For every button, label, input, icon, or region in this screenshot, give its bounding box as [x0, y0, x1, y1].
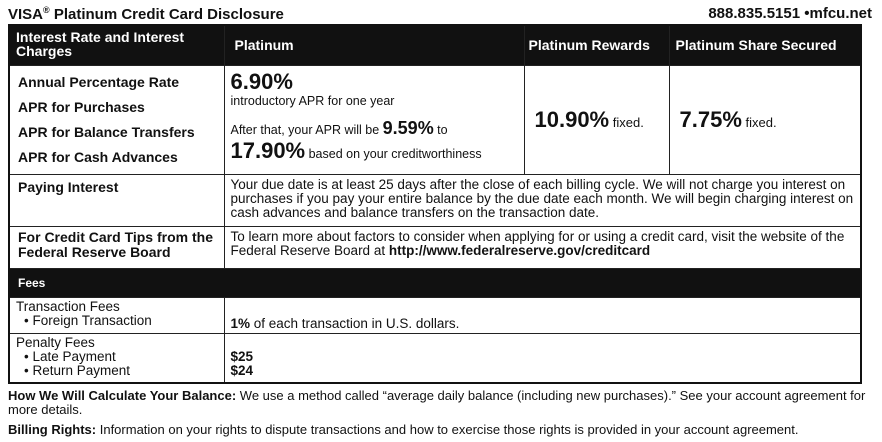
tips-row — [9, 226, 861, 268]
return-payment-value: $24 — [230, 362, 254, 378]
rewards-apr-cell: 10.90% fixed. — [524, 65, 669, 174]
transaction-fees-label: Transaction Fees • Foreign Transaction — [9, 297, 224, 333]
apr-label-annual: Annual Percentage Rate — [18, 73, 180, 90]
secured-rate: 7.75% — [679, 106, 742, 132]
secured-apr-cell: 7.75% fixed. — [669, 65, 861, 174]
header-platinum: Platinum — [224, 25, 524, 65]
header-platinum-share-secured: Platinum Share Secured — [669, 25, 861, 65]
high-line: 17.90% based on your creditworthiness — [230, 137, 482, 163]
low-rate: 9.59% — [382, 117, 434, 138]
header-platinum-rewards: Platinum Rewards — [524, 25, 669, 65]
intro-text: introductory APR for one year — [230, 93, 395, 108]
high-rate: 17.90% — [230, 137, 306, 163]
platinum-apr-cell — [224, 65, 524, 174]
intro-rate: 6.90% — [230, 68, 293, 94]
tips-label: For Credit Card Tips from the Federal Reserve Board — [9, 226, 224, 268]
apr-labels — [9, 65, 224, 174]
paying-interest-text: Your due date is at least 25 days after the close of each billing cycle. We will not charge you interest on purchases if you pay your entire balance by the due date each month. We will begin charging interest on cash advances and balance transfers on the transaction date. — [224, 174, 861, 226]
header-interest-rates: Interest Rate and Interest Charges — [9, 25, 224, 65]
foreign-transaction-value: 1% of each transaction in U.S. dollars. — [224, 297, 861, 333]
fees-header-row — [9, 268, 861, 297]
fees-header: Fees — [9, 268, 861, 297]
penalty-fees-label: Penalty Fees • Late Payment • Return Payment — [9, 333, 224, 383]
balance-calculation-note: How We Will Calculate Your Balance: We use a method called “average daily balance (including new purchases).” See your account agreement for more details. — [8, 388, 866, 417]
late-payment-value: $25 — [230, 348, 254, 364]
late-payment-label: • Late Payment — [24, 348, 116, 364]
contact-info: 888.835.5151 •mfcu.net — [708, 5, 872, 22]
transaction-fees-row — [9, 297, 861, 333]
tips-text: To learn more about factors to consider when applying for or using a credit card, visit the website of the Federal Reserve Board at http://www.federalreserve.gov/creditcard — [224, 226, 861, 268]
penalty-fees-row — [9, 333, 861, 383]
table-header-row — [9, 25, 861, 65]
federal-reserve-link[interactable]: http://www.federalreserve.gov/creditcard — [388, 242, 651, 258]
paying-interest-label: Paying Interest — [9, 174, 224, 226]
rewards-rate: 10.90% — [534, 106, 610, 132]
apr-label-balance-transfers: APR for Balance Transfers — [18, 123, 195, 140]
return-payment-label: • Return Payment — [24, 362, 131, 378]
apr-label-cash-advances: APR for Cash Advances — [18, 148, 178, 165]
foreign-transaction-label: • Foreign Transaction — [24, 312, 152, 328]
document-title: VISA® Platinum Credit Card Disclosure — [8, 5, 284, 23]
penalty-fees-values — [224, 333, 861, 383]
apr-row — [9, 65, 861, 174]
paying-interest-row — [9, 174, 861, 226]
disclosure-table — [8, 24, 862, 384]
registered-mark: ® — [43, 5, 50, 15]
apr-label-purchases: APR for Purchases — [18, 98, 145, 115]
billing-rights-note: Billing Rights: Information on your rights to dispute transactions and how to exercise those rights is provided in your account agreement. — [8, 422, 799, 437]
after-line: After that, your APR will be 9.59% to — [230, 117, 448, 138]
